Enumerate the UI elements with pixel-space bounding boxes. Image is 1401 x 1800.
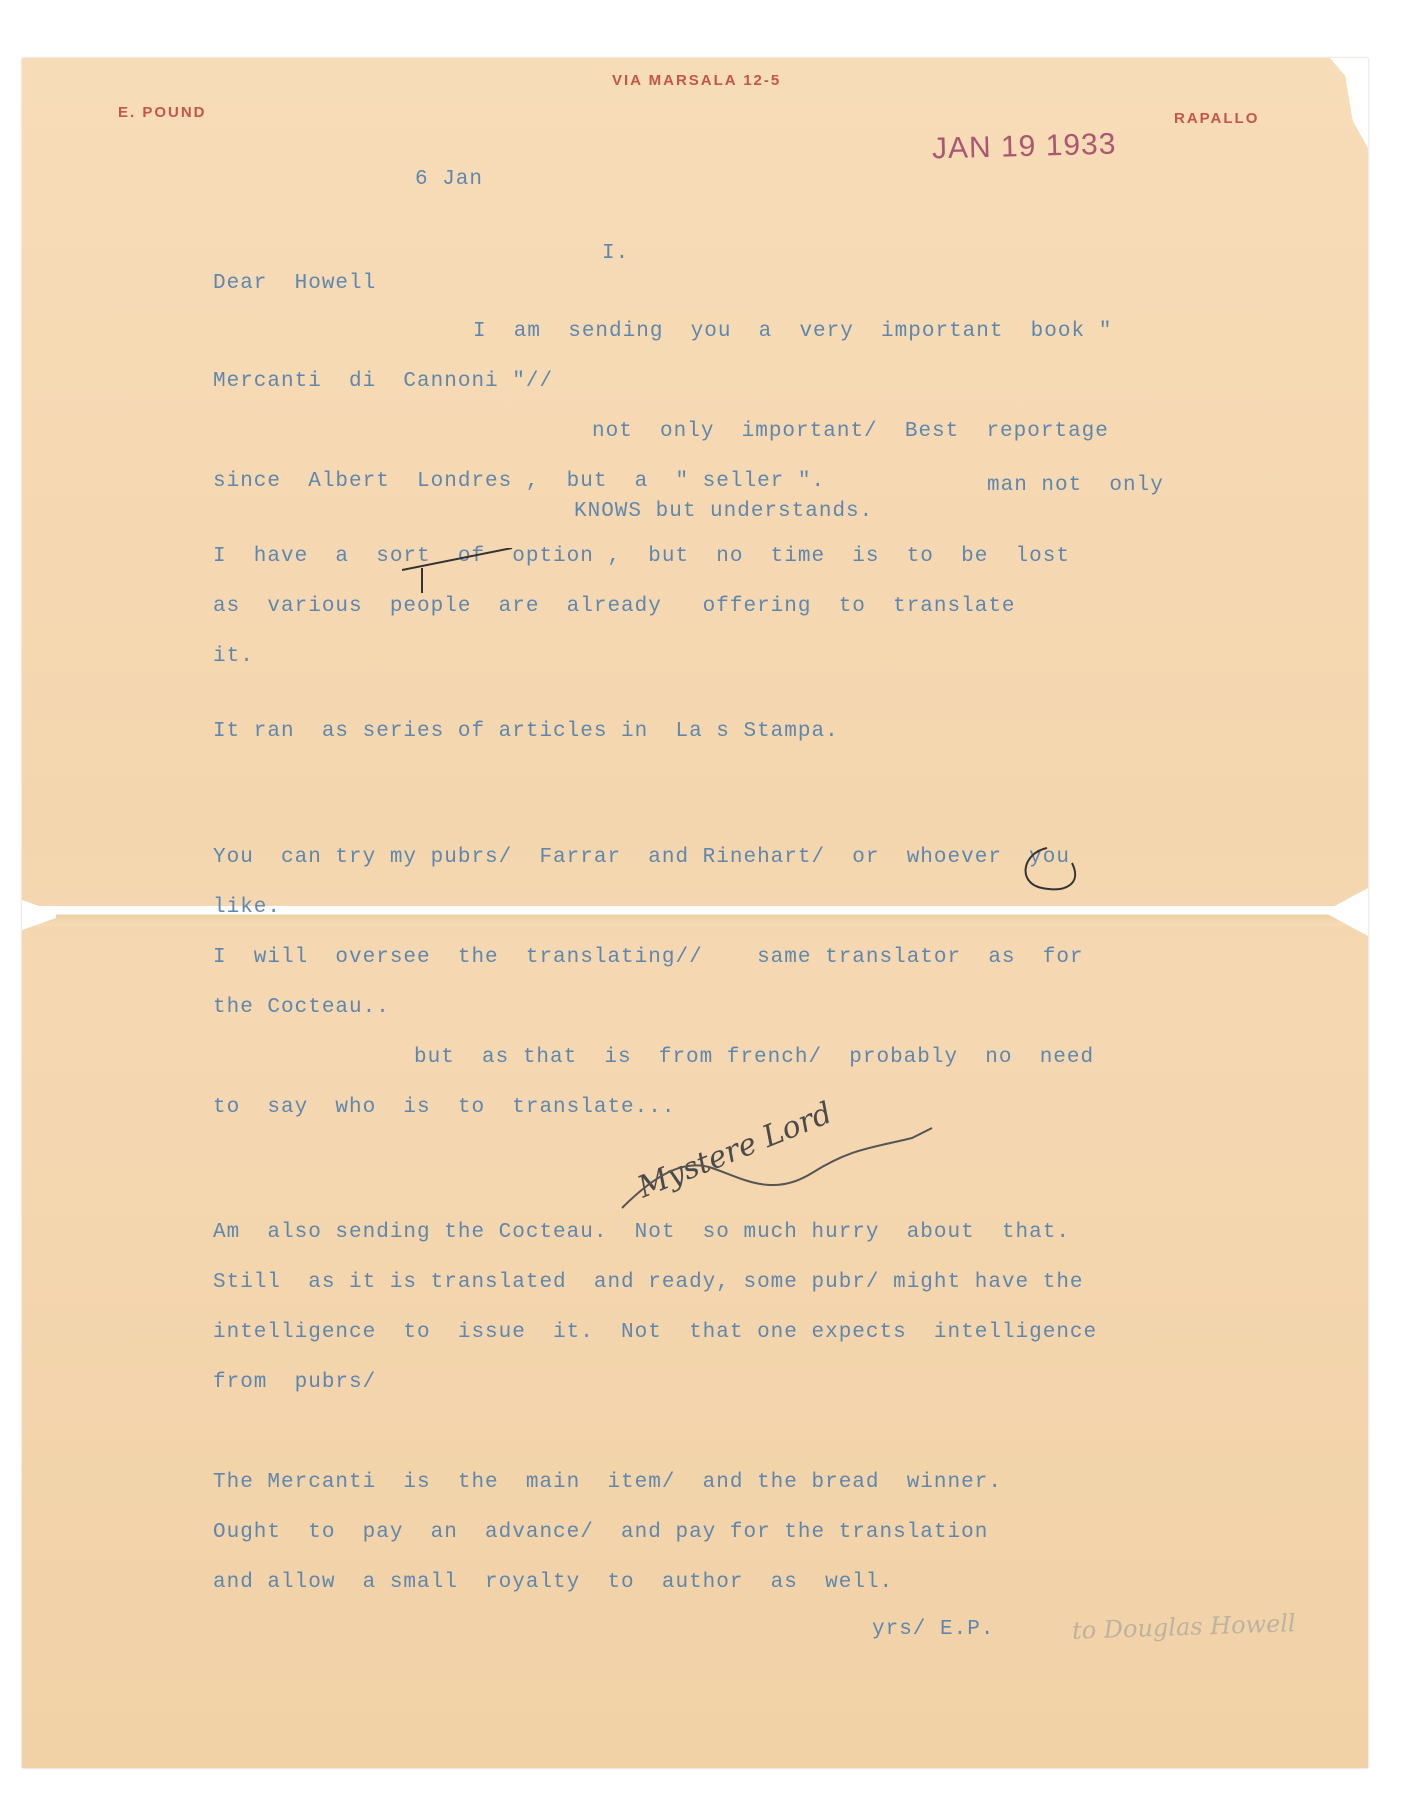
letterhead-address: VIA MARSALA 12-5 [612, 72, 782, 89]
letter-line: The Mercanti is the main item/ and the bread winner. [213, 1471, 1002, 1494]
letter-line: KNOWS but understands. [574, 500, 874, 523]
letter-line: I am sending you a very important book " [473, 320, 1113, 343]
signoff: yrs/ E.P. [872, 1618, 995, 1641]
letter-date: 6 Jan [415, 168, 484, 191]
torn-corner [1330, 58, 1368, 148]
letter-line: I will oversee the translating// same translator as for [213, 946, 1084, 969]
letter-line: since Albert Londres , but a " seller ". [213, 470, 826, 493]
letterhead-sender: E. POUND [118, 104, 207, 121]
letter-line: not only important/ Best reportage [592, 420, 1109, 443]
letter-line: Ought to pay an advance/ and pay for the translation [213, 1521, 989, 1544]
handwritten-annotation: Mystere Lord [632, 1095, 838, 1206]
letter-line: intelligence to issue it. Not that one expects intelligence [213, 1321, 1098, 1344]
letter-line: It ran as series of articles in La s Stampa. [213, 720, 839, 743]
letter-line: man not only [987, 474, 1164, 497]
letter-line: it. [213, 645, 254, 668]
pencil-note: to Douglas Howell [1071, 1609, 1297, 1645]
pen-correction-mark [402, 548, 522, 608]
letter-line: to say who is to translate... [213, 1096, 676, 1119]
received-date-stamp: JAN 19 1933 [931, 127, 1117, 166]
letter-sheet [22, 58, 1368, 1768]
salutation: Dear Howell [213, 272, 377, 295]
letter-line: like. [213, 896, 282, 919]
letter-line: Mercanti di Cannoni "// [213, 370, 554, 393]
letter-line: but as that is from french/ probably no need [414, 1046, 1095, 1069]
letter-line: You can try my pubrs/ Farrar and Rinehart/ or whoever you [213, 846, 1070, 869]
letter-line: Still as it is translated and ready, some pubr/ might have the [213, 1271, 1084, 1294]
pen-circle-mark [1012, 843, 1092, 913]
letter-line: as various people are already offering to translate [213, 595, 1016, 618]
handwritten-scribble [612, 1118, 952, 1228]
letter-line: from pubrs/ [213, 1371, 377, 1394]
fold-tear-right [1328, 888, 1368, 936]
letter-line: I have a sort of option , but no time is to be lost [213, 545, 1070, 568]
letterhead-city: RAPALLO [1174, 110, 1260, 127]
page-number: I. [602, 242, 630, 265]
letter-line: and allow a small royalty to author as well. [213, 1571, 894, 1594]
letter-line: Am also sending the Cocteau. Not so much hurry about that. [213, 1221, 1070, 1244]
letter-line: the Cocteau.. [213, 996, 390, 1019]
